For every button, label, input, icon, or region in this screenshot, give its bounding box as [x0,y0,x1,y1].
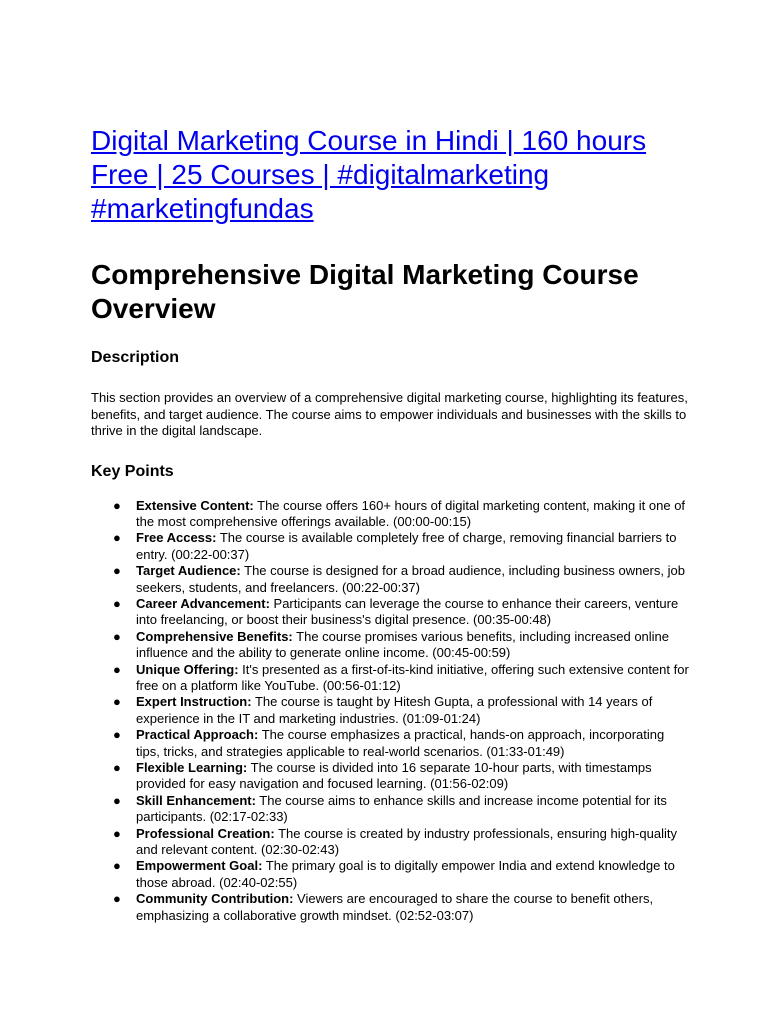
bullet-icon: ● [113,727,121,743]
bullet-icon: ● [113,497,121,513]
item-label: Career Advancement: [136,595,270,611]
title-link[interactable]: Digital Marketing Course in Hindi | 160 hours Free | 25 Courses | #digitalmarketing #marketingfundas [91,125,647,224]
bullet-icon: ● [113,792,121,808]
bullet-icon: ● [113,760,121,775]
list-item [91,727,691,760]
list-item [91,826,691,859]
description-heading: Description [91,349,180,366]
list-item [91,596,691,629]
item-label: Comprehensive Benefits: [136,628,293,644]
item-text: The course promises various benefits, including increased online influence and the ability to generate online income. (00:45-00:59) [136,628,670,661]
bullet-icon: ● [113,694,121,710]
item-label: Extensive Content: [136,497,254,513]
item-label: Unique Offering: [136,661,239,677]
list-item [91,760,691,793]
document-page [91,124,691,924]
item-text: Viewers are encouraged to share the course to benefit others, emphasizing a collaborative growth mindset. (02:52-03:07) [136,891,654,923]
section-heading: Comprehensive Digital Marketing Course Overview [91,259,639,324]
item-text: The course emphasizes a practical, hands-on approach, incorporating tips, tricks, and strategies applicable to real-world scenarios. (01:33-01:49) [136,727,665,759]
key-points-heading: Key Points [91,462,174,480]
list-item [91,891,691,924]
item-label: Practical Approach: [136,727,259,743]
item-label: Professional Creation: [136,825,275,841]
bullet-icon: ● [113,595,121,611]
key-points-list [91,498,691,925]
list-item [91,563,691,596]
item-text: The course is available completely free of charge, removing financial barriers to entry. (00:22-00:37) [136,530,677,562]
item-text: It's presented as a first-of-its-kind initiative, offering such extensive content for free on a platform like YouTube. (00:56-01:12) [136,661,689,693]
list-item [91,498,691,531]
list-item [91,662,691,695]
item-text: The course is divided into 16 separate 10-hour parts, with timestamps provided for easy navigation and focused learning. (01:56-02:09) [136,760,652,792]
description-text: This section provides an overview of a comprehensive digital marketing course, highlighting its features, benefits, and target audience. The course aims to empower individuals and businesses with the skills to thrive in the digital landscape. [91,390,688,438]
item-text: The course is created by industry professionals, ensuring high-quality and relevant content. (02:30-02:43) [136,825,677,858]
bullet-icon: ● [113,530,121,546]
list-item [91,694,691,727]
item-label: Expert Instruction: [136,694,252,710]
list-item [91,858,691,891]
bullet-icon: ● [113,858,121,874]
list-item [91,629,691,662]
item-label: Community Contribution: [136,891,294,907]
item-text: The course aims to enhance skills and increase income potential for its participants. (02:17-02:33) [136,792,667,825]
bullet-icon: ● [113,661,121,677]
item-label: Skill Enhancement: [136,792,256,808]
bullet-icon: ● [113,628,121,644]
bullet-icon: ● [113,891,121,907]
item-text: The course offers 160+ hours of digital marketing content, making it one of the most comprehensive offerings available. (00:00-00:15) [136,497,686,529]
bullet-icon: ● [113,563,121,579]
list-item [91,530,691,563]
list-item [91,793,691,826]
item-text: The primary goal is to digitally empower India and extend knowledge to those abroad. (02:40-02:55) [136,858,675,890]
item-label: Flexible Learning: [136,760,248,775]
item-label: Target Audience: [136,563,241,579]
document-title [91,124,691,226]
item-text: The course is designed for a broad audience, including business owners, job seekers, students, and freelancers. (00:22-00:37) [136,563,685,595]
item-text: Participants can leverage the course to enhance their careers, venture into freelancing, or boost their business's digital presence. (00:35-00:48) [136,595,679,628]
item-label: Empowerment Goal: [136,858,263,874]
item-text: The course is taught by Hitesh Gupta, a professional with 14 years of experience in the IT and marketing industries. (01:09-01:24) [136,694,653,726]
item-label: Free Access: [136,530,217,546]
bullet-icon: ● [113,825,121,841]
